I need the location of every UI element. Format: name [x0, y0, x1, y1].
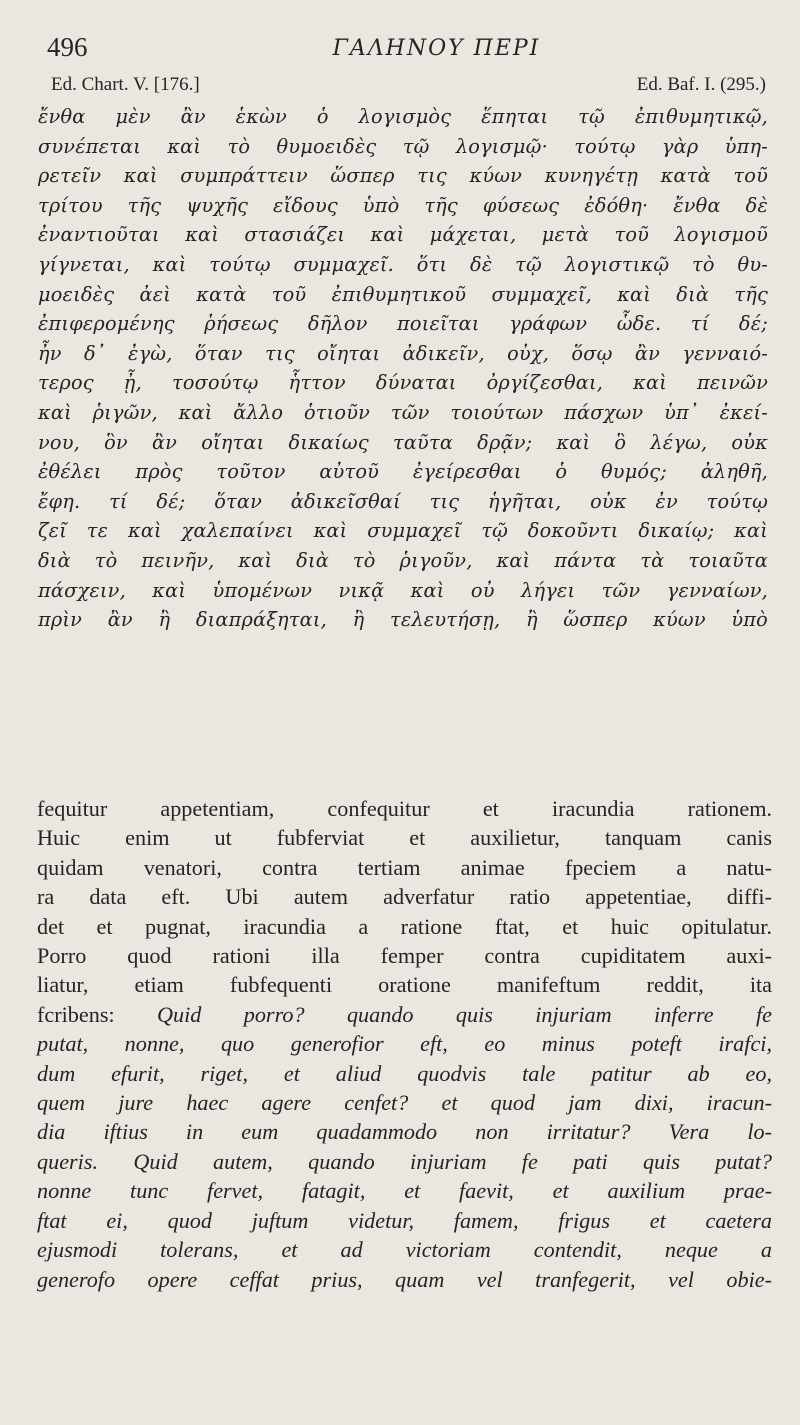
running-head: ΓΑΛΗΝΟΥ ΠΕΡΙ — [332, 36, 541, 61]
greek-line: πρὶν ἂν ἢ διαπράξηται, ἢ τελευτήσῃ, ἢ ὥσπερ κύων ὑπὸ — [38, 608, 768, 632]
greek-line: γίγνεται, καὶ τούτῳ συμμαχεῖ. ὅτι δὲ τῷ λογιστικῷ τὸ θυ- — [38, 252, 768, 276]
latin-roman-text: Huic enim ut fubferviat et auxilietur, tanquam canis — [37, 825, 772, 851]
greek-line: πάσχειν, καὶ ὑπομένων νικᾷ καὶ οὐ λήγει τῶν γενναίων, — [38, 578, 768, 602]
latin-roman-text: fequitur appetentiam, confequitur et iracundia rationem. — [37, 796, 772, 821]
latin-italic-text: Quid porro? quando quis injuriam inferre fe — [157, 1001, 772, 1027]
latin-line — [37, 1088, 772, 1117]
greek-line: τρίτου τῆς ψυχῆς εἴδους ὑπὸ τῆς φύσεως ἐδόθη· ἔνθα δὲ — [38, 193, 768, 217]
latin-line — [37, 1235, 772, 1264]
latin-italic-text: quem jure haec agere cenfet? et quod jam dixi, iracun- — [37, 1090, 772, 1116]
greek-line: διὰ τὸ πεινῆν, καὶ διὰ τὸ ῥιγοῦν, καὶ πάντα τὰ τοιαῦτα — [38, 548, 768, 572]
latin-italic-text: dia iftius in eum quadammodo non irritatur? Vera lo- — [37, 1119, 772, 1145]
greek-line: ἐθέλει πρὸς τοῦτον αὐτοῦ ἐγείρεσθαι ὁ θυμός; ἀληθῆ, — [38, 460, 768, 484]
greek-line: συνέπεται καὶ τὸ θυμοειδὲς τῷ λογισμῷ· τούτῳ γὰρ ὑπη- — [38, 134, 768, 158]
greek-line: τερος ᾖ, τοσούτῳ ἧττον δύναται ὀργίζεσθαι, καὶ πεινῶν — [38, 371, 768, 395]
latin-line — [37, 882, 772, 911]
latin-translation-block — [37, 794, 772, 1294]
latin-line — [37, 1059, 772, 1088]
greek-line: μοειδὲς ἀεὶ κατὰ τοῦ ἐπιθυμητικοῦ συμμαχεῖ, καὶ διὰ τῆς — [38, 282, 768, 306]
page-header — [47, 30, 766, 70]
latin-italic-text: generofo opere ceffat prius, quam vel tranfegerit, vel obie- — [37, 1266, 772, 1292]
latin-italic-text: nonne tunc fervet, fatagit, et faevit, et auxilium prae- — [37, 1178, 772, 1204]
greek-line: ἔφη. τί δέ; ὅταν ἀδικεῖσθαί τις ἡγῆται, οὐκ ἐν τούτῳ — [38, 489, 768, 513]
latin-roman-text: Porro quod rationi illa femper contra cupiditatem auxi- — [37, 943, 772, 969]
latin-line — [37, 1000, 772, 1029]
latin-line — [37, 1147, 772, 1176]
latin-italic-text: putat, nonne, quo generofior eft, eo minus poteft irafci, — [37, 1031, 772, 1057]
latin-italic-text: dum efurit, riget, et aliud quodvis tale patitur ab eo, — [37, 1060, 772, 1086]
latin-line — [37, 1265, 772, 1294]
edition-reference-chartier: Ed. Chart. V. [176.] — [51, 74, 200, 95]
latin-roman-text: det et pugnat, iracundia a ratione ftat, et huic opitulatur. — [37, 913, 772, 939]
edition-reference-basel: Ed. Baf. I. (295.) — [636, 74, 766, 95]
latin-line — [37, 941, 772, 970]
greek-line: ζεῖ τε καὶ χαλεπαίνει καὶ συμμαχεῖ τῷ δοκοῦντι δικαίῳ; καὶ — [38, 519, 768, 543]
greek-line: ἐναντιοῦται καὶ στασιάζει καὶ μάχεται, μετὰ τοῦ λογισμοῦ — [38, 223, 768, 247]
latin-roman-text: fcribens: — [37, 1001, 157, 1027]
latin-line — [37, 1029, 772, 1058]
latin-italic-text: ejusmodi tolerans, et ad victoriam contendit, neque a — [37, 1237, 772, 1263]
latin-line — [37, 823, 772, 852]
latin-italic-text: queris. Quid autem, quando injuriam fe pati quis putat? — [37, 1148, 772, 1174]
latin-roman-text: ra data eft. Ubi autem adverfatur ratio appetentiae, diffi- — [37, 884, 772, 910]
greek-line: καὶ ῥιγῶν, καὶ ἄλλο ὁτιοῦν τῶν τοιούτων πάσχων ὑπ᾽ ἐκεί- — [38, 400, 768, 424]
latin-line — [37, 970, 772, 999]
latin-line — [37, 1206, 772, 1235]
greek-line: ἐπιφερομένης ῥήσεως δῆλον ποιεῖται γράφων ὧδε. τί δέ; — [38, 312, 768, 336]
latin-line — [37, 912, 772, 941]
greek-line: ρετεῖν καὶ συμπράττειν ὥσπερ τις κύων κυνηγέτῃ κατὰ τοῦ — [38, 164, 768, 188]
greek-line: ἔνθα μὲν ἂν ἑκὼν ὁ λογισμὸς ἕπηται τῷ ἐπιθυμητικῷ, — [38, 105, 768, 128]
page-number: 496 — [47, 32, 88, 62]
latin-roman-text: quidam venatori, contra tertiam animae fpeciem a natu- — [37, 854, 772, 880]
latin-line — [37, 1117, 772, 1146]
greek-line: ἦν δ᾽ ἐγὼ, ὅταν τις οἴηται ἀδικεῖν, οὐχ, ὅσῳ ἂν γενναιό- — [38, 341, 768, 365]
latin-line — [37, 853, 772, 882]
latin-line — [37, 794, 772, 823]
greek-text-block — [38, 102, 768, 635]
latin-roman-text: liatur, etiam fubfequenti oratione manifeftum reddit, ita — [37, 972, 772, 998]
greek-line: νου, ὃν ἂν οἴηται δικαίως ταῦτα δρᾷν; καὶ ὃ λέγω, οὐκ — [38, 430, 768, 454]
latin-italic-text: ftat ei, quod juftum videtur, famem, frigus et caetera — [37, 1207, 772, 1233]
latin-line — [37, 1176, 772, 1205]
